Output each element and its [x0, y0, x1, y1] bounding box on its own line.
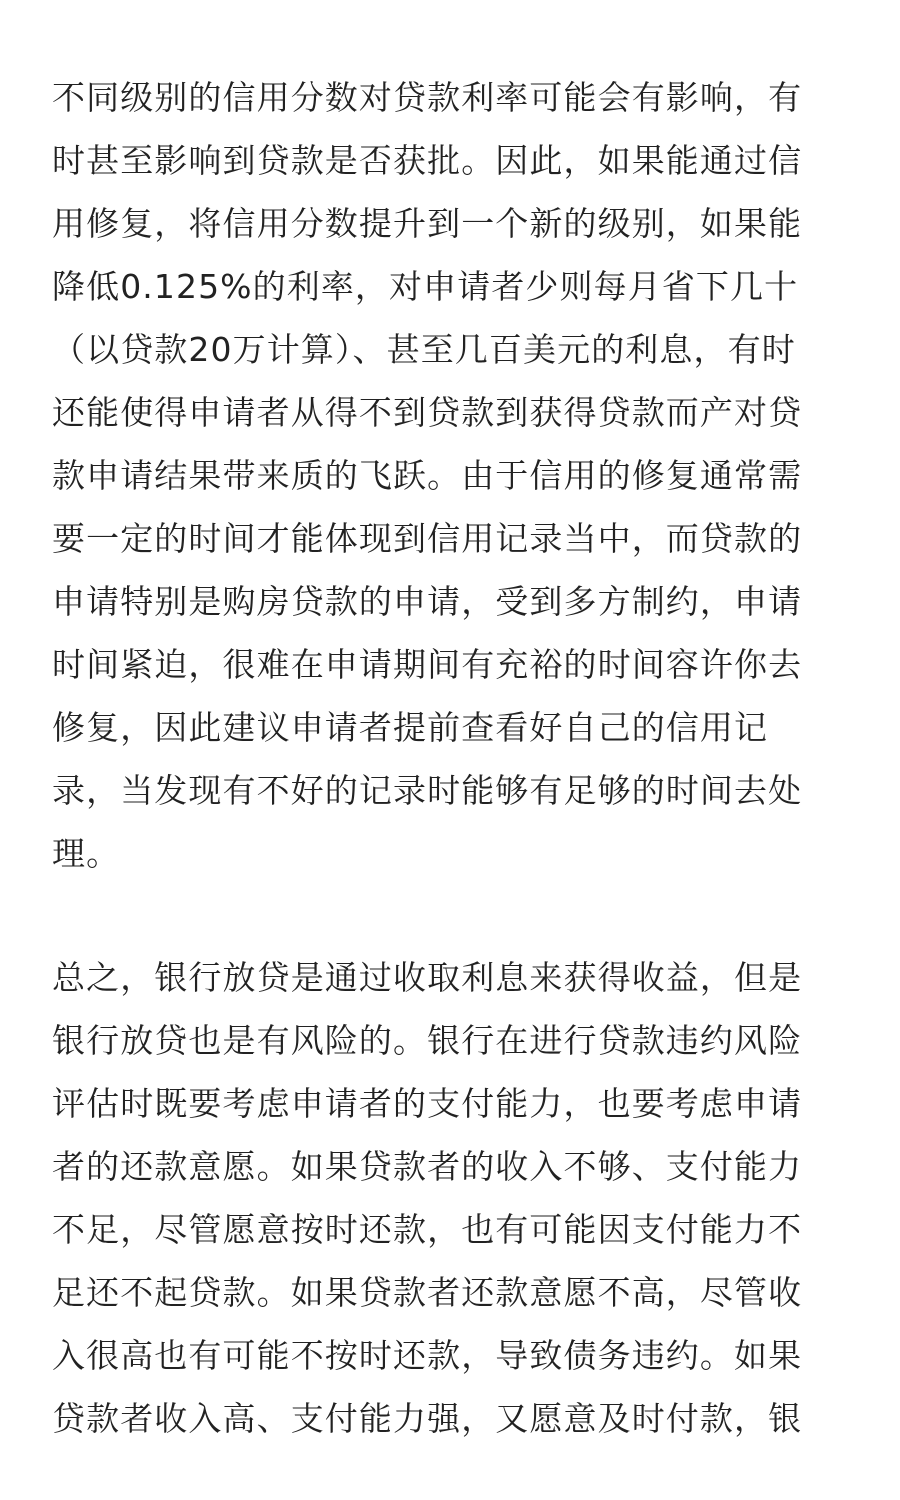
paragraph-summary	[52, 946, 852, 1450]
text-line: 者的还款意愿。如果贷款者的收入不够、支付能力	[52, 1147, 803, 1186]
text-line: 不足，尽管愿意按时还款，也有可能因支付能力不	[52, 1210, 803, 1249]
text-line: 款申请结果带来质的飞跃。由于信用的修复通常需	[52, 456, 803, 495]
paragraph-credit-repair	[52, 66, 852, 885]
text-line: 降低0.125%的利率，对申请者少则每月省下几十	[52, 267, 799, 306]
text-line: 理。	[52, 834, 121, 873]
text-line: 评估时既要考虑申请者的支付能力，也要考虑申请	[52, 1084, 803, 1123]
text-line: 时间紧迫，很难在申请期间有充裕的时间容许你去	[52, 645, 803, 684]
text-line: 时甚至影响到贷款是否获批。因此，如果能通过信	[52, 141, 803, 180]
text-line: 入很高也有可能不按时还款，导致债务违约。如果	[52, 1336, 803, 1375]
text-line: 贷款者收入高、支付能力强，又愿意及时付款，银	[52, 1399, 803, 1438]
text-line: （以贷款20万计算）、甚至几百美元的利息，有时	[52, 330, 796, 369]
text-line: 修复，因此建议申请者提前查看好自己的信用记	[52, 708, 769, 747]
paragraph-spacer	[52, 885, 852, 946]
text-line: 申请特别是购房贷款的申请，受到多方制约，申请	[52, 582, 803, 621]
text-line: 要一定的时间才能体现到信用记录当中，而贷款的	[52, 519, 803, 558]
text-line: 总之，银行放贷是通过收取利息来获得收益，但是	[52, 958, 803, 997]
text-line: 足还不起贷款。如果贷款者还款意愿不高，尽管收	[52, 1273, 803, 1312]
text-line: 不同级别的信用分数对贷款利率可能会有影响，有	[52, 78, 803, 117]
article-body	[52, 66, 852, 1450]
text-line: 还能使得申请者从得不到贷款到获得贷款而产对贷	[52, 393, 803, 432]
text-line: 录，当发现有不好的记录时能够有足够的时间去处	[52, 771, 803, 810]
text-line: 银行放贷也是有风险的。银行在进行贷款违约风险	[52, 1021, 803, 1060]
text-line: 用修复，将信用分数提升到一个新的级别，如果能	[52, 204, 803, 243]
